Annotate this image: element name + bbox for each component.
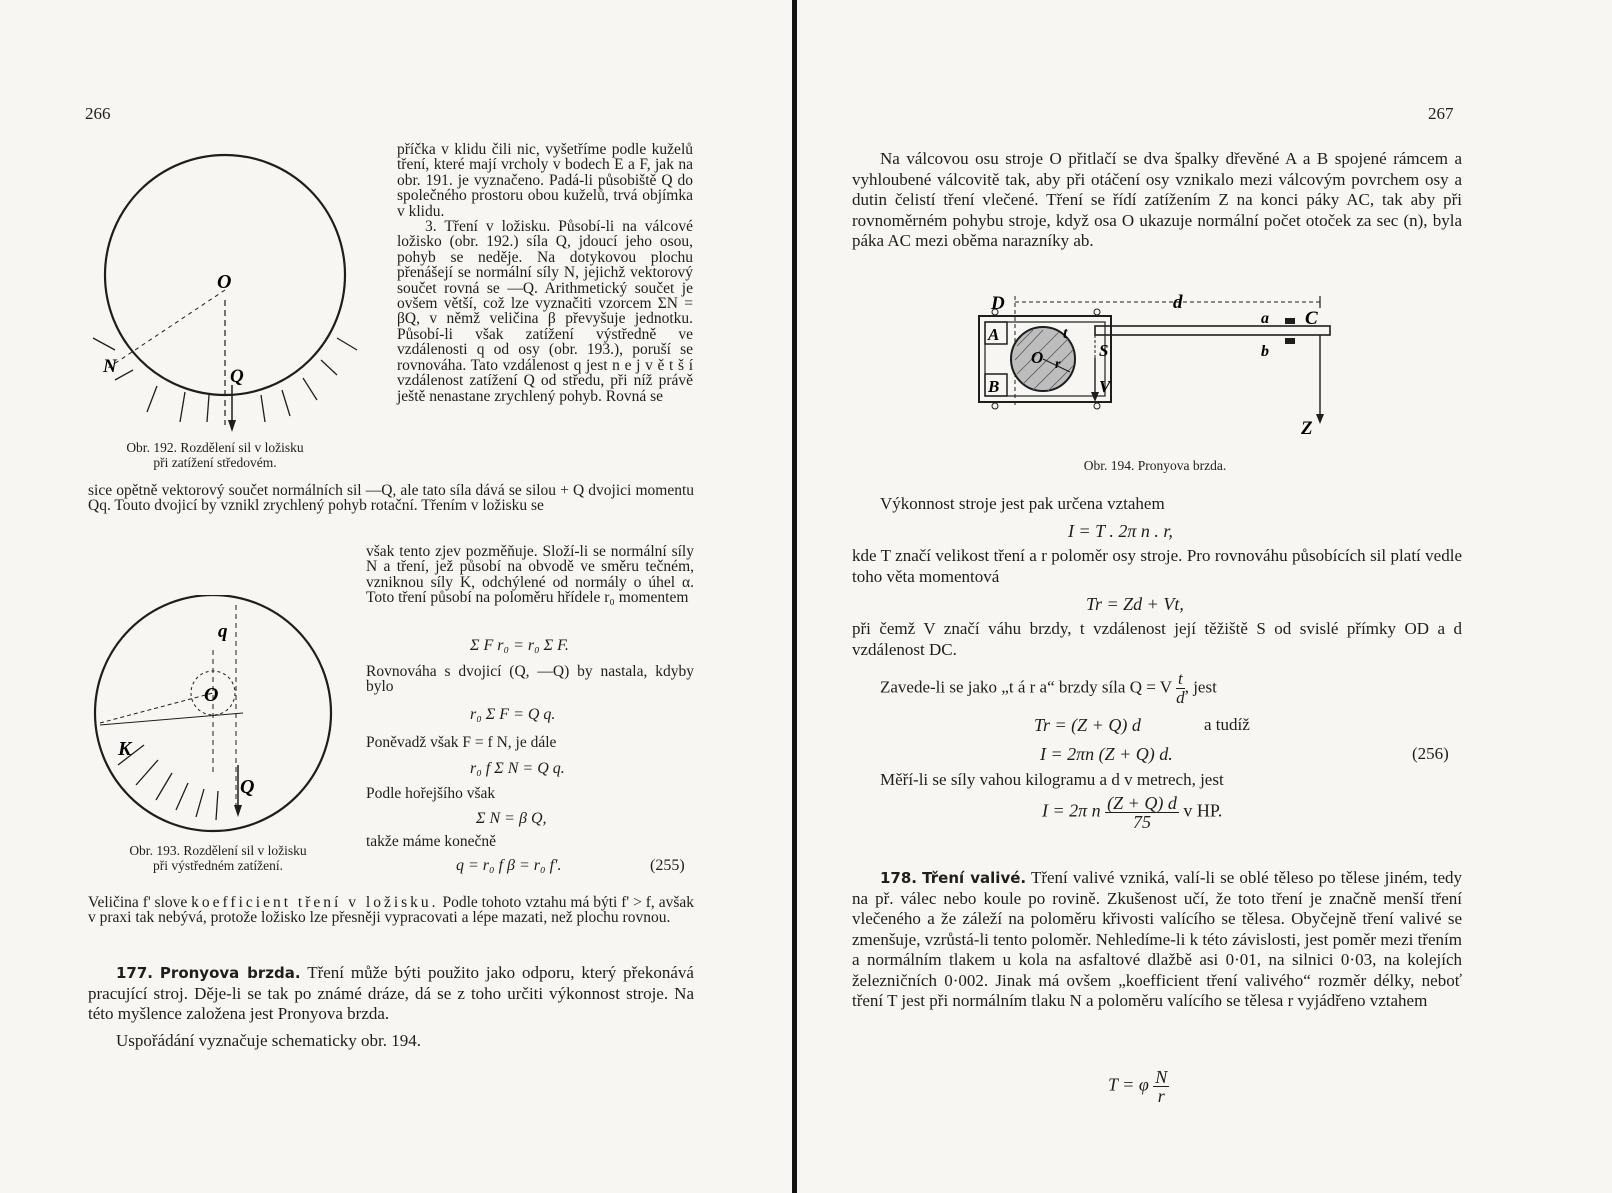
denominator: r xyxy=(1157,1086,1165,1106)
section-title: Pronyova brzda. xyxy=(159,964,301,982)
paragraph: však tento zjev pozměňuje. Složí-li se normální síly N a tření, jež působí na obvodě ve směru tečném, vzniknou síly K, odchýlené od normály o úhel α. Toto tření působí na poloměru hřídele r₀ momentem xyxy=(366,543,694,607)
section-number: 178. xyxy=(880,869,918,887)
figure-193-caption xyxy=(84,843,352,873)
fig194-label-b-big: B xyxy=(988,377,1000,396)
fig193-label-q: Q xyxy=(240,776,255,798)
equation-i: I = 2πn (Z + Q) d. xyxy=(1040,744,1173,764)
equation-rolling xyxy=(1108,1068,1169,1105)
paragraph: příčka v klidu čili nic, vyšetříme podle kuželů tření, které mají vrcholy v bodech E a F, jak na obr. 191. je vyznačeno. Padá-li působiště Q do společného prostoru obou kuželů, trvá objímka v klidu. xyxy=(397,141,693,220)
section-number: 177. xyxy=(116,964,154,982)
paragraph: sice opětně vektorový součet normálních sil —Q, ale tato síla dává se silou + Q dvojici momentu Qq. Touto dvojicí by vznikl zrychlený pohyb rotační. Třením v ložisku se xyxy=(88,482,694,515)
equation-sum: Σ N = β Q, xyxy=(476,810,547,827)
section-178 xyxy=(852,868,1462,1012)
equation-power: I = T . 2π n . r, xyxy=(1068,521,1173,541)
text: Veličina f' slove xyxy=(88,894,188,911)
section-177 xyxy=(88,963,694,1051)
column-text-5 xyxy=(366,735,694,750)
paragraph: Podle hořejšího však xyxy=(366,785,496,802)
column-text-6 xyxy=(366,786,694,801)
paragraph: Uspořádání vyznačuje schematicky obr. 194. xyxy=(116,1030,421,1050)
fig194-label-v: V xyxy=(1099,377,1111,396)
fig194-label-a-big: A xyxy=(988,325,1000,344)
equation-moment: Tr = Zd + Vt, xyxy=(1086,594,1184,614)
full-width-text xyxy=(88,483,694,514)
paragraph-power-intro xyxy=(852,494,1462,515)
paragraph: takže máme konečně xyxy=(366,833,496,850)
column-text-4 xyxy=(366,664,694,695)
column-text-7 xyxy=(366,834,694,849)
figure-194-caption: Obr. 194. Pronyova brzda. xyxy=(1083,458,1227,473)
emphasis-spaced: koefficient tření v ložisku. xyxy=(191,894,439,911)
fig194-label-t: t xyxy=(1063,325,1068,342)
paragraph-intro xyxy=(852,149,1462,252)
paragraph: Měří-li se síly vahou kilogramu a d v metrech, jest xyxy=(880,770,1224,789)
paragraph: při čemž V značí váhu brzdy, t vzdálenost její těžiště S od svislé přímky OD a d vzdálenost DC. xyxy=(852,619,1462,659)
text: T = φ xyxy=(1108,1074,1149,1095)
fig194-label-z: Z xyxy=(1301,418,1313,438)
paragraph-tara xyxy=(880,670,1480,707)
text: Tření může býti použito jako odporu, který překonává pracující stroj. Děje-li se tak po známé dráze, dá se z toho určiti výkonnost stroje. Na této myšlence založena jest Pronyova brzda. xyxy=(88,963,694,1023)
paragraph-units xyxy=(880,770,1480,791)
page-number: 267 xyxy=(1428,104,1454,123)
text: , jest xyxy=(1184,677,1217,697)
column-text-1 xyxy=(397,142,693,404)
equation-moment: Σ F r₀ = r₀ Σ F. xyxy=(470,637,569,654)
section-title: Tření valivé. xyxy=(922,869,1027,887)
denominator: 75 xyxy=(1133,812,1151,832)
fig192-label-o: O xyxy=(217,271,232,293)
denominator: d xyxy=(1176,688,1185,707)
page-number: 266 xyxy=(85,104,111,123)
equation-number: (255) xyxy=(650,857,685,874)
fig193-label-o: O xyxy=(204,684,219,706)
fig194-label-c: C xyxy=(1305,308,1318,329)
paragraph: Výkonnost stroje jest pak určena vztahem xyxy=(880,494,1165,513)
equation-fn: r₀ f Σ N = Q q. xyxy=(470,760,565,777)
figure-192 xyxy=(85,150,365,440)
text: Tření valivé vzniká, valí-li se oblé těleso po tělese jiném, tedy na př. válec nebo koule po rovině. Zkušenost učí, že toto tření je značně menší tření vlečeného a že záleží na poloměru křivosti valícího se tělesa. Obyčejně tření valivé se zmenšuje, vzrůstá-li tento poloměr. Nehledíme-li k této závislosti, jest poměr mezi třením a normálním tlakem u kola na asfaltové dlažbě asi 0·01, na silnici 0·03, na kolejích železničních 0·002. Jinak má ovšem „koefficient tření valivého“ rozměr délky, neboť tření T jest při normálním tlaku N a poloměru valícího se tělesa r vyjádřeno vztahem xyxy=(852,868,1463,1010)
paragraph: Na válcovou osu stroje O přitlačí se dva špalky dřevěné A a B spojené rámcem a vyhloubené válcovitě tak, aby při otáčení osy vznikalo mezi válcovým povrchem osy a dutin čelistí tření vlečené. Tření se řídí zatížením Z na konci páky AC, tak aby při rovnoměrném pohybu stroje, když osa O ukazuje normální počet otoček za sec (n), byla páka AC mezi oběma narazníky ab. xyxy=(852,149,1462,250)
fig193-caption-line2: při výstředném zatížení. xyxy=(152,858,284,873)
text: Zavede-li se jako „t á r a“ brzdy síla Q = V xyxy=(880,677,1172,697)
column-text-3 xyxy=(366,544,694,606)
fig194-label-d-top: D xyxy=(991,293,1005,314)
numerator: N xyxy=(1155,1067,1168,1087)
equation-equilibrium: r₀ Σ F = Q q. xyxy=(470,706,556,723)
fig192-caption-line2: při zatížení středovém. xyxy=(153,455,277,470)
paragraph: kde T značí velikost tření a r poloměr osy stroje. Pro rovnováhu působících sil platí vedle toho věta momentová xyxy=(852,546,1462,586)
fig194-label-b-small: b xyxy=(1261,343,1269,360)
equation-number: (256) xyxy=(1412,744,1449,763)
equation-tr-text: a tudíž xyxy=(1204,715,1250,734)
text: Podle tohoto vztahu má býti f' > f, avšak v praxi tak nebývá, protože ložisko lze přesněji vypracovati a lépe mazati, než plochu rovnou. xyxy=(88,894,694,927)
fraction-hp xyxy=(1105,794,1179,831)
left-page xyxy=(0,0,796,1193)
fig194-label-s: S xyxy=(1099,341,1109,360)
paragraph: 3. Tření v ložisku. Působí-li na válcové ložisko (obr. 192.) síla Q, jdoucí jeho osou, pohyb se neděje. Na dotykovou plochu přenášejí se normální síly N, jejichž vektorový součet rovná se —Q. Arithmetický součet je ovšem větší, což lze vyznačiti vzorcem ΣN = βQ, v němž veličina β převyšuje jednotku. Působí-li však zatížení výstředně ve vzdálenosti q od osy (obr. 193.), poruší se rovnováha. Tato vzdálenost q jest n e j v ě t š í vzdálenost zatížení Q od středu, při níž právě ještě nenastane zrychlený pohyb. Rovná se xyxy=(397,218,693,405)
figure-193 xyxy=(88,595,353,840)
fig193-caption-line1: Obr. 193. Rozdělení sil v ložisku xyxy=(129,843,307,858)
figure-192-caption xyxy=(84,440,346,470)
equation-hp xyxy=(1042,794,1222,831)
figure-194 xyxy=(975,288,1345,438)
paragraph-weight xyxy=(852,619,1462,660)
fig194-label-d: d xyxy=(1173,292,1183,313)
fig193-label-q-small: q xyxy=(218,621,228,642)
text: v HP. xyxy=(1183,800,1223,821)
fig192-caption-line1: Obr. 192. Rozdělení sil v ložisku xyxy=(126,440,304,455)
numerator: (Z + Q) d xyxy=(1107,793,1177,813)
fig193-label-k: K xyxy=(118,738,132,760)
numerator: t xyxy=(1177,669,1183,688)
paragraph-moment xyxy=(852,546,1462,587)
right-page xyxy=(800,0,1612,1193)
fraction-t-d xyxy=(1176,670,1185,707)
fraction-n-r xyxy=(1153,1068,1169,1105)
gutter xyxy=(792,0,797,1193)
fig194-label-a-small: a xyxy=(1261,310,1269,327)
paragraph-coefficient xyxy=(88,895,694,926)
paragraph: Poněvadž však F = f N, je dále xyxy=(366,734,557,751)
fig192-label-n: N xyxy=(103,356,117,377)
text: I = 2π n xyxy=(1042,800,1101,821)
equation-tr: Tr = (Z + Q) d xyxy=(1034,715,1141,735)
fig192-label-q: Q xyxy=(230,366,244,387)
paragraph: Rovnováha s dvojicí (Q, —Q) by nastala, kdyby bylo xyxy=(366,663,694,696)
fig194-label-r: r xyxy=(1055,357,1061,372)
equation-final: q = r₀ f β = r₀ f'. xyxy=(456,857,562,874)
fig194-label-o: O xyxy=(1031,348,1044,367)
